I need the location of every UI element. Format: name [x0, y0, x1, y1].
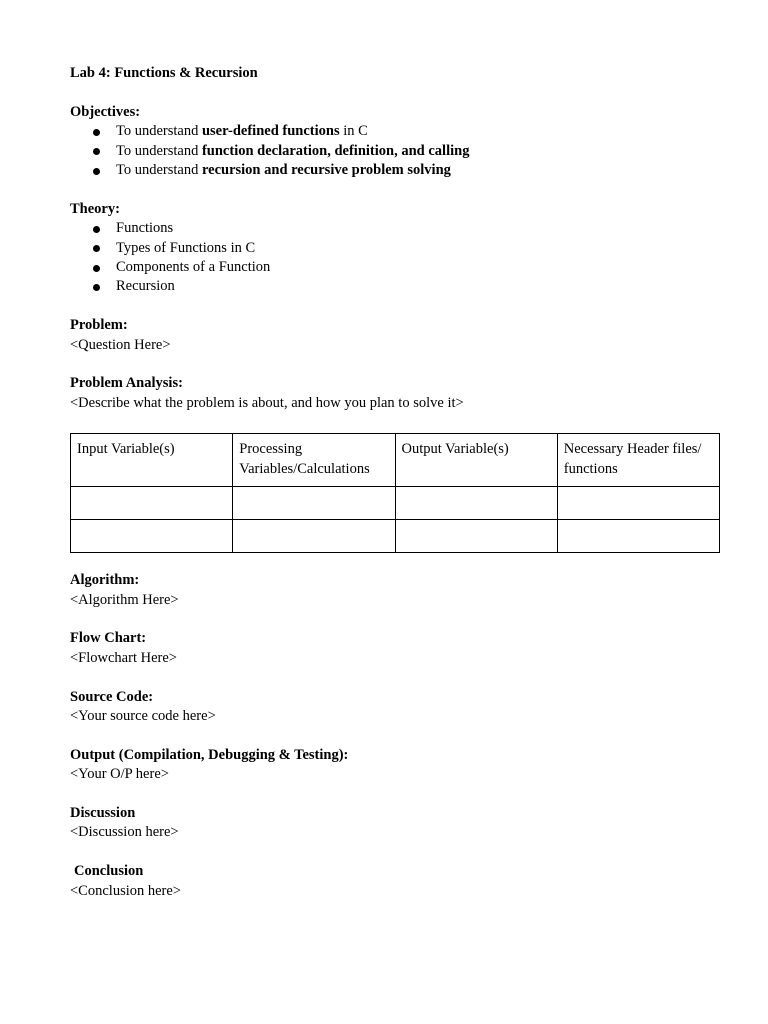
bullet-icon — [93, 148, 100, 155]
table-header-cell: Necessary Header files/ functions — [557, 434, 719, 487]
theory-item — [70, 277, 720, 296]
analysis-placeholder: <Describe what the problem is about, and how you plan to solve it> — [70, 394, 464, 411]
analysis-heading: Problem Analysis: — [70, 375, 183, 392]
discussion-placeholder: <Discussion here> — [70, 824, 179, 841]
problem-placeholder: <Question Here> — [70, 336, 171, 353]
objective-text-end: in C — [339, 123, 368, 140]
table-cell[interactable] — [71, 487, 233, 520]
bullet-icon — [93, 284, 100, 291]
objectives-list — [70, 122, 720, 180]
theory-item — [70, 258, 720, 277]
algorithm-heading: Algorithm: — [70, 572, 140, 589]
theory-list — [70, 219, 720, 297]
table-cell[interactable] — [395, 487, 557, 520]
flowchart-heading: Flow Chart: — [70, 630, 147, 647]
objective-emphasis: recursion and recursive problem solving — [201, 162, 451, 179]
discussion-heading: Discussion — [70, 805, 136, 822]
table-row — [71, 487, 720, 520]
table-header-cell: Input Variable(s) — [71, 434, 233, 487]
theory-item-text: Functions — [116, 220, 174, 237]
table-header-cell: Output Variable(s) — [395, 434, 557, 487]
bullet-icon — [93, 265, 100, 272]
objectives-heading: Objectives: — [70, 103, 141, 120]
objective-text: To understand — [116, 162, 202, 179]
table-cell[interactable] — [71, 520, 233, 553]
objective-emphasis: user-defined functions — [201, 123, 340, 140]
table-cell[interactable] — [557, 487, 719, 520]
theory-heading: Theory: — [70, 200, 120, 217]
table-header-row — [71, 434, 720, 487]
objective-item — [70, 142, 720, 161]
objective-item — [70, 122, 720, 141]
output-placeholder: <Your O/P here> — [70, 766, 169, 783]
lab-title: Lab 4: Functions & Recursion — [70, 65, 258, 81]
objective-text: To understand — [116, 142, 202, 159]
table-cell[interactable] — [395, 520, 557, 553]
theory-item-text: Types of Functions in C — [116, 239, 256, 256]
table-cell[interactable] — [233, 487, 395, 520]
source-code-heading: Source Code: — [70, 688, 154, 705]
algorithm-placeholder: <Algorithm Here> — [70, 591, 179, 608]
bullet-icon — [93, 129, 100, 136]
table-header-cell: Processing Variables/Calculations — [233, 434, 395, 487]
table-cell[interactable] — [233, 520, 395, 553]
objective-item — [70, 161, 720, 180]
objective-text: To understand — [116, 123, 202, 140]
conclusion-heading: Conclusion — [74, 863, 144, 880]
source-code-placeholder: <Your source code here> — [70, 708, 216, 725]
document-page — [70, 64, 720, 901]
bullet-icon — [93, 168, 100, 175]
objective-emphasis: function declaration, definition, and calling — [201, 142, 470, 159]
theory-item — [70, 219, 720, 238]
bullet-icon — [93, 245, 100, 252]
theory-item-text: Recursion — [116, 278, 175, 295]
problem-heading: Problem: — [70, 317, 128, 334]
flowchart-placeholder: <Flowchart Here> — [70, 649, 177, 666]
theory-item-text: Components of a Function — [116, 259, 271, 276]
output-heading: Output (Compilation, Debugging & Testing): — [70, 746, 349, 763]
bullet-icon — [93, 226, 100, 233]
conclusion-placeholder: <Conclusion here> — [70, 882, 181, 899]
table-row — [71, 520, 720, 553]
table-cell[interactable] — [557, 520, 719, 553]
theory-item — [70, 239, 720, 258]
problem-analysis-table — [70, 433, 720, 553]
